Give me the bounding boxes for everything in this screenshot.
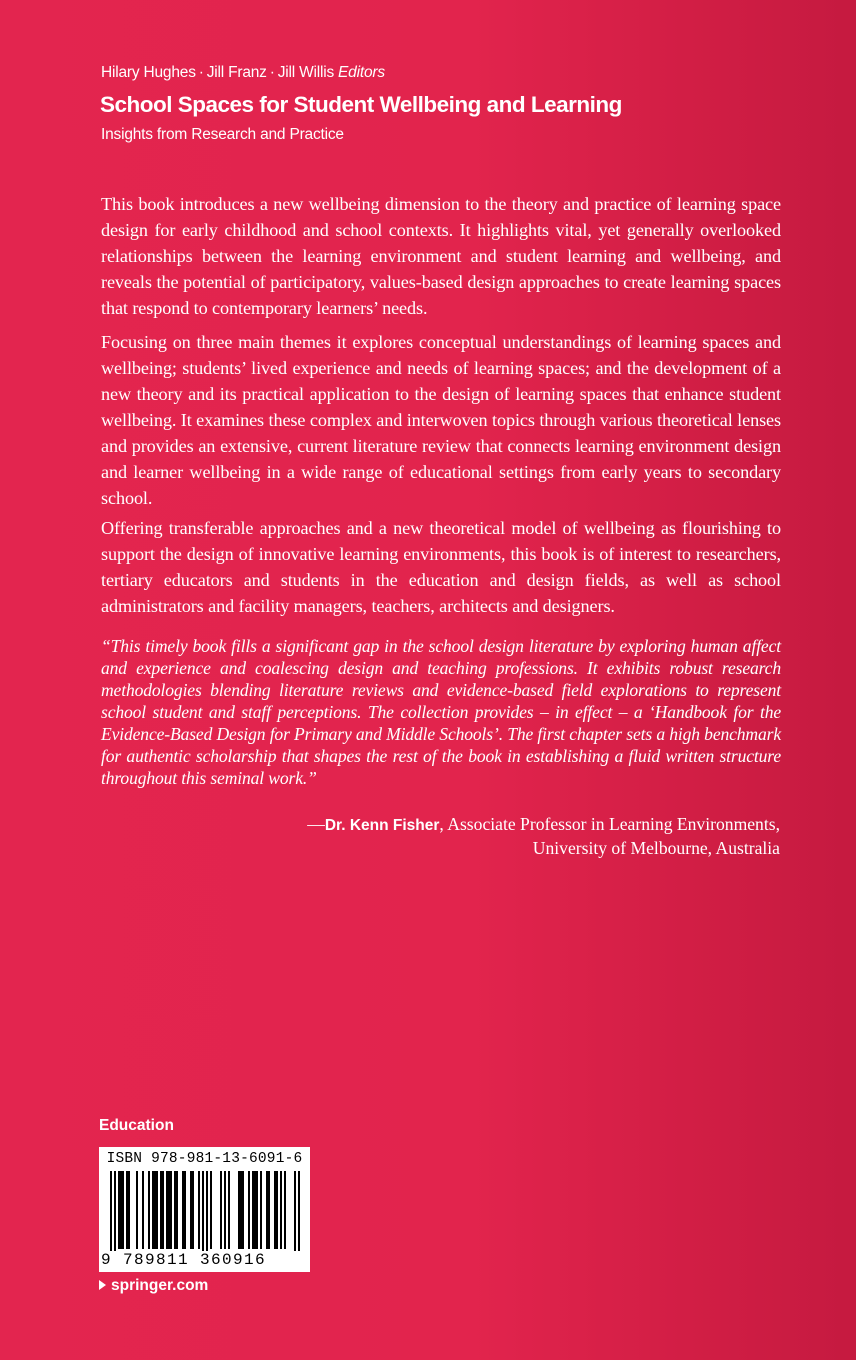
- barcode-bar: [210, 1171, 212, 1249]
- reviewer-role: , Associate Professor in Learning Environments,: [439, 814, 780, 834]
- barcode-bar: [198, 1171, 200, 1249]
- barcode-bar: [228, 1171, 230, 1249]
- barcode-bar: [254, 1171, 256, 1249]
- barcode-bar: [128, 1171, 130, 1249]
- barcode-bar: [284, 1171, 286, 1249]
- barcode-bar: [120, 1171, 122, 1249]
- barcode-bar: [152, 1171, 154, 1249]
- editors-role: Editors: [338, 64, 385, 81]
- reviewer-name: Dr. Kenn Fisher: [324, 817, 440, 834]
- review-quote: “This timely book fills a significant gap in the school design literature by exploring human affect and experience and coalescing design and teaching professions. It exhibits robust research methodologies blending literature reviews and evidence-based field explorations to represent school student and staff perceptions. The collection provides – in effect – a ‘Handbook for the Evidence-Based Design for Primary and Middle Schools’. The first chapter sets a high benchmark for authentic scholarship that shapes the rest of the book in establishing a fluid written structure throughout this seminal work.”: [101, 636, 781, 788]
- editor-separator: ·: [198, 64, 204, 81]
- book-subtitle: Insights from Research and Practice: [101, 126, 344, 143]
- barcode-bar: [160, 1171, 162, 1249]
- review-attribution: [307, 813, 780, 859]
- subject-category: Education: [99, 1117, 174, 1134]
- barcode-bar: [220, 1171, 222, 1249]
- barcode-bar: [274, 1171, 276, 1249]
- barcode-bar: [142, 1171, 144, 1249]
- description-paragraph: Offering transferable approaches and a new theoretical model of wellbeing as flourishing to support the design of innovative learning environments, this book is of interest to researchers, tertiary educators and students in the education and design fields, as well as school administrators and facility managers, teachers, architects and designers.: [101, 518, 781, 616]
- barcode-bar: [110, 1171, 112, 1257]
- barcode-bar: [252, 1171, 254, 1249]
- barcode-bar: [294, 1171, 296, 1257]
- barcode-bar: [276, 1171, 278, 1249]
- barcode-bar: [202, 1171, 204, 1257]
- editor-separator: ·: [269, 64, 275, 81]
- barcode-bars: [103, 1171, 306, 1257]
- barcode-bar: [154, 1171, 156, 1249]
- editor-name: Hilary Hughes: [101, 64, 196, 81]
- barcode-bar: [162, 1171, 164, 1249]
- barcode-digits: 9 789811 360916: [101, 1251, 308, 1269]
- editors-line: [101, 64, 385, 82]
- reviewer-affiliation: University of Melbourne, Australia: [532, 838, 780, 858]
- barcode-bar: [182, 1171, 184, 1249]
- barcode-bar: [166, 1171, 168, 1249]
- book-title: School Spaces for Student Wellbeing and Learning: [100, 92, 622, 117]
- isbn-barcode: [99, 1147, 310, 1272]
- barcode-bar: [298, 1171, 300, 1257]
- barcode-bar: [256, 1171, 258, 1249]
- barcode-bar: [266, 1171, 268, 1249]
- barcode-bar: [248, 1171, 250, 1249]
- website-label[interactable]: springer.com: [111, 1277, 209, 1294]
- barcode-bar: [242, 1171, 244, 1249]
- description-paragraph: This book introduces a new wellbeing dimension to the theory and practice of learning space design for early childhood and school contexts. It highlights vital, yet generally overlooked relationships between the learning environment and student learning and wellbeing, and reveals the potential of participatory, values-based design approaches to create learning spaces that respond to contemporary learners’ needs.: [101, 194, 781, 318]
- barcode-bar: [238, 1171, 240, 1249]
- triangle-arrow-icon: [99, 1280, 106, 1290]
- barcode-bar: [280, 1171, 282, 1249]
- description-paragraph: Focusing on three main themes it explores conceptual understandings of learning spaces and wellbeing; students’ lived experience and needs of learning spaces; and the development of a new theory and its practical application to the design of learning spaces that enhance student wellbeing. It examines these complex and interwoven topics through various theoretical lenses and provides an extensive, current literature review that connects learning environment design and learner wellbeing in a wide range of educational settings from early years to secondary school.: [101, 332, 781, 508]
- attribution-dash: —: [307, 814, 325, 834]
- barcode-bar: [118, 1171, 120, 1249]
- barcode-bar: [190, 1171, 192, 1249]
- reviewer-line: [307, 813, 780, 837]
- barcode-bar: [268, 1171, 270, 1249]
- barcode-bar: [240, 1171, 242, 1249]
- barcode-bar: [224, 1171, 226, 1249]
- editor-name: Jill Franz: [206, 64, 267, 81]
- barcode-bar: [136, 1171, 138, 1249]
- publisher-website[interactable]: [99, 1277, 208, 1295]
- barcode-bar: [176, 1171, 178, 1249]
- barcode-bar: [206, 1171, 208, 1257]
- isbn-label: ISBN 978-981-13-6091-6: [106, 1151, 303, 1167]
- editor-name: Jill Willis: [277, 64, 335, 81]
- barcode-bar: [168, 1171, 170, 1249]
- barcode-bar: [126, 1171, 128, 1249]
- barcode-bar: [114, 1171, 116, 1257]
- barcode-bar: [156, 1171, 158, 1249]
- barcode-bar: [174, 1171, 176, 1249]
- barcode-bar: [170, 1171, 172, 1249]
- barcode-bar: [148, 1171, 150, 1249]
- barcode-bar: [184, 1171, 186, 1249]
- barcode-bar: [122, 1171, 124, 1249]
- barcode-bar: [192, 1171, 194, 1249]
- barcode-bar: [260, 1171, 262, 1249]
